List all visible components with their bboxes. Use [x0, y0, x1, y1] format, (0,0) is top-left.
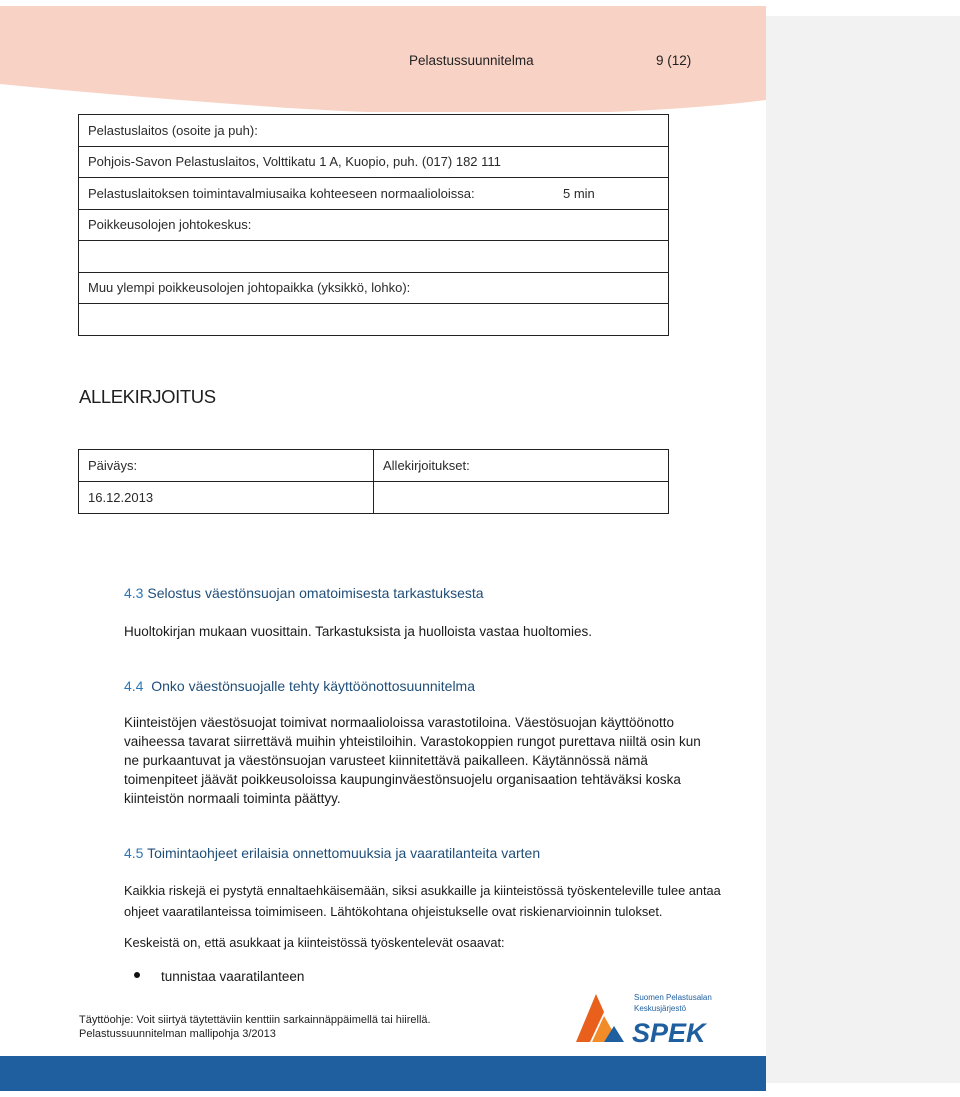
table-row	[79, 115, 669, 147]
header-band	[0, 6, 766, 112]
logo-word: SPEK	[632, 1018, 706, 1046]
side-margin-panel	[766, 16, 960, 1083]
section-number: 4.3	[124, 585, 144, 601]
table-row	[79, 209, 669, 241]
header-document-title: Pelastussuunnitelma	[409, 53, 534, 68]
section-title: Onko väestönsuojalle tehty käyttöönottosuunnitelma	[151, 678, 476, 694]
cell-label: Muu ylempi poikkeusolojen johtopaikka (yksikkö, lohko):	[88, 280, 411, 296]
cell-label: Pohjois-Savon Pelastuslaitos, Volttikatu 1 A, Kuopio, puh. (017) 182 111	[88, 154, 501, 170]
section-paragraph: Keskeistä on, että asukkaat ja kiinteistössä työskentelevät osaavat:	[124, 935, 505, 950]
footer-template-version: Pelastussuunnitelman mallipohja 3/2013	[79, 1028, 276, 1040]
table-cell-empty-field[interactable]	[79, 241, 669, 273]
section-heading-4-3	[124, 585, 484, 601]
response-time-value[interactable]: 5 min	[563, 185, 595, 201]
date-value: 16.12.2013	[88, 490, 154, 505]
table-row	[79, 304, 669, 336]
date-label: Päiväys:	[88, 458, 138, 473]
signature-table	[78, 449, 669, 514]
section-number: 4.4	[124, 678, 144, 694]
table-row	[79, 241, 669, 273]
footer-instructions: Täyttöohje: Voit siirtyä täytettäviin kenttiin sarkainnäppäimellä tai hiirellä.	[79, 1014, 431, 1026]
logo-line1: Suomen Pelastusalan	[634, 993, 712, 1002]
table-row	[79, 482, 669, 514]
signatures-field[interactable]	[374, 482, 669, 514]
date-label-cell	[79, 450, 374, 482]
cell-label: Poikkeusolojen johtokeskus:	[88, 217, 252, 233]
list-item: tunnistaa vaaratilanteen	[161, 969, 305, 984]
footer-bar	[0, 1056, 766, 1091]
section-heading-4-5	[124, 845, 540, 861]
cell-label: Pelastuslaitos (osoite ja puh):	[88, 122, 258, 138]
cell-label: Pelastuslaitoksen toimintavalmiusaika kohteeseen normaalioloissa:	[88, 185, 475, 201]
table-row	[79, 450, 669, 482]
table-cell	[79, 146, 669, 178]
section-paragraph: Kaikkia riskejä ei pystytä ennaltaehkäisemään, siksi asukkaille ja kiinteistössä työskenteleville tulee antaa ohjeet vaaratilanteissa toimimiseen. Lähtökohtana ohjeistukselle ovat riskienarvioinnin tulokset.	[124, 883, 721, 919]
table-cell	[79, 209, 669, 241]
signature-heading: ALLEKIRJOITUS	[79, 386, 216, 407]
table-row	[79, 272, 669, 304]
table-cell	[79, 272, 669, 304]
table-cell-empty-field[interactable]	[79, 304, 669, 336]
table-row	[79, 178, 669, 210]
date-value-cell[interactable]	[79, 482, 374, 514]
table-row	[79, 146, 669, 178]
section-title: Toimintaohjeet erilaisia onnettomuuksia ja vaaratilanteita varten	[147, 845, 541, 861]
section-title: Selostus väestönsuojan omatoimisesta tarkastuksesta	[147, 585, 484, 601]
section-paragraph: Huoltokirjan mukaan vuosittain. Tarkastuksista ja huolloista vastaa huoltomies.	[124, 624, 592, 639]
section-heading-4-4	[124, 678, 475, 694]
spek-logo	[574, 990, 724, 1046]
table-cell	[79, 178, 669, 210]
bullet-icon	[134, 972, 140, 978]
table-cell	[79, 115, 669, 147]
header-page-number: 9 (12)	[656, 53, 692, 68]
section-number: 4.5	[124, 845, 144, 861]
logo-line2: Keskusjärjestö	[634, 1004, 687, 1013]
section-paragraph: Kiinteistöjen väestösuojat toimivat normaalioloissa varastotiloina. Väestösuojan käyttöönotto vaiheessa tavarat siirrettävä muihin yhteistiloihin. Varastokoppien rungot purettava niiltä osin kun ne purkaantuvat ja väestönsuojan varusteet kiinnitettävä paikalleen. Käytännössä nämä toimenpiteet jäävät poikkeusoloissa kaupunginväestönsuojelu organisaation tehtäväksi koska kiinteistön normaali toiminta päättyy.	[124, 715, 701, 806]
signatures-label-cell	[374, 450, 669, 482]
signatures-label: Allekirjoitukset:	[383, 458, 470, 473]
fire-department-table	[78, 114, 669, 336]
